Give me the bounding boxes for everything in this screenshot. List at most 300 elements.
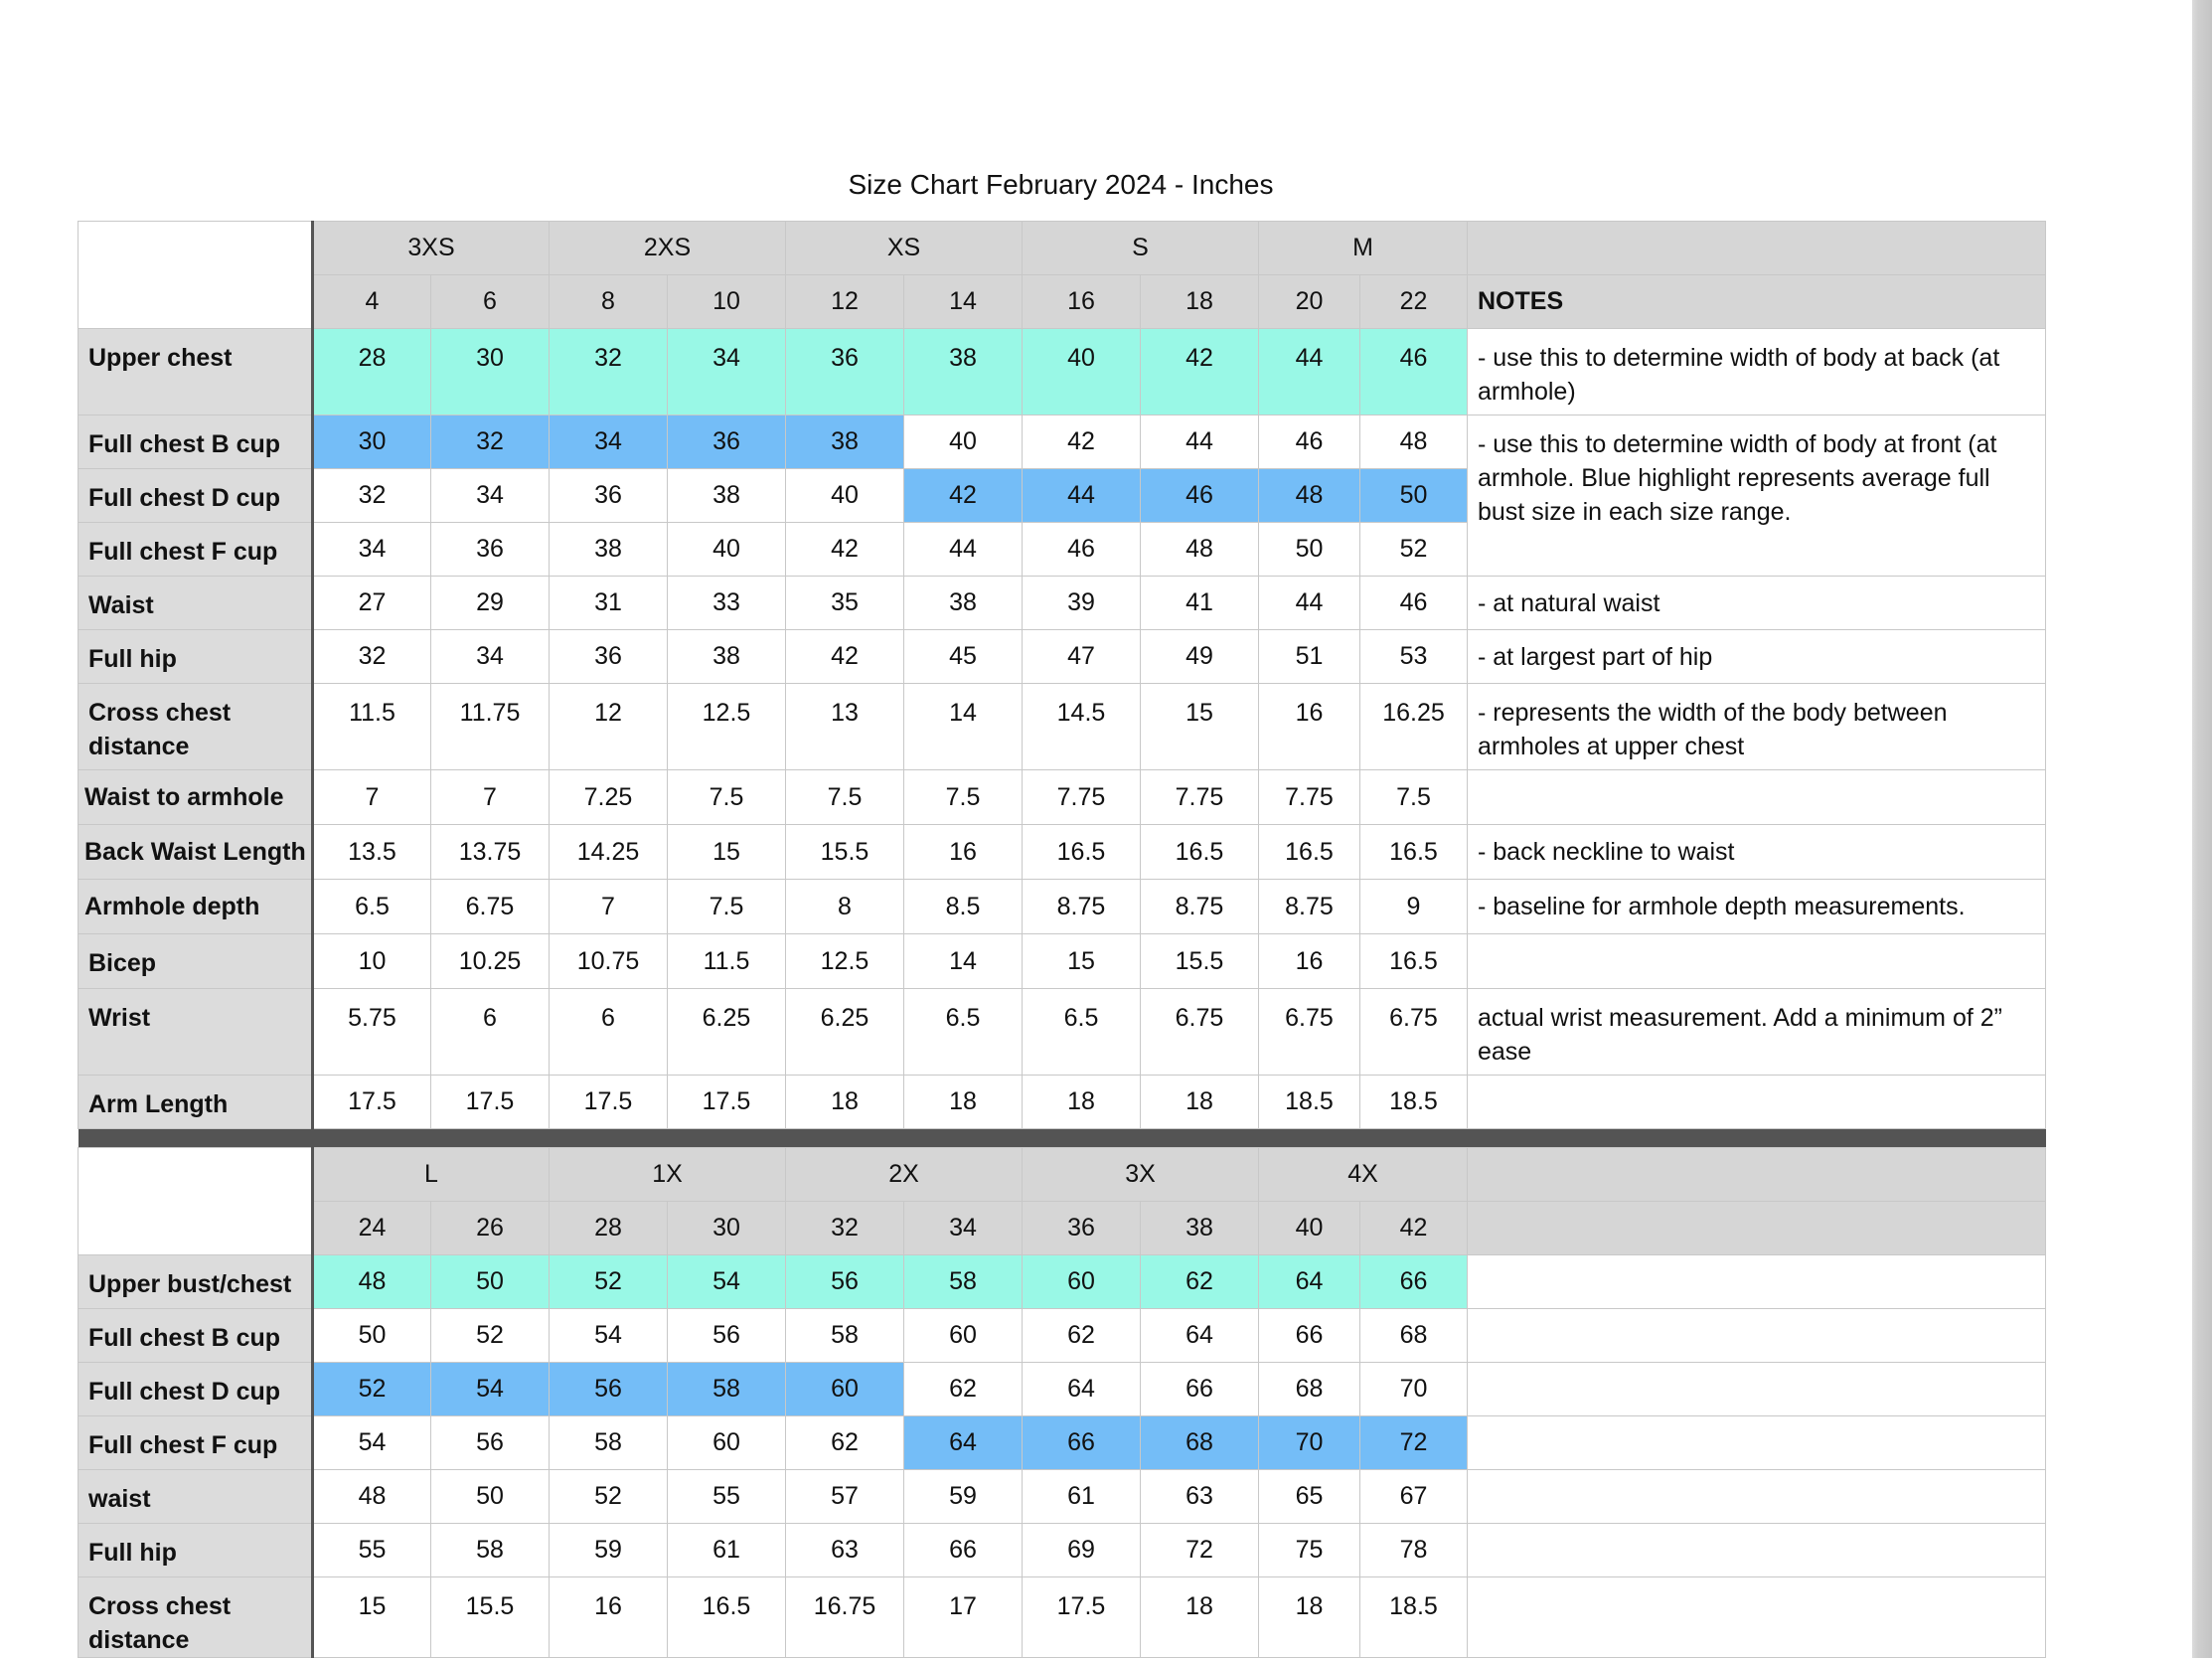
table-cell: 54	[431, 1362, 550, 1415]
table-cell: 7	[313, 770, 431, 825]
size-6: 6	[431, 275, 550, 329]
note-empty	[1468, 1362, 2046, 1415]
size-number-row	[79, 1201, 2046, 1254]
table-cell: 56	[431, 1415, 550, 1469]
table-cell: 48	[1141, 523, 1259, 577]
size-4: 4	[313, 275, 431, 329]
size-32: 32	[786, 1201, 904, 1254]
table-cell: 16	[550, 1576, 668, 1657]
table-cell: 10	[313, 934, 431, 989]
row-label-wrist: Wrist	[79, 989, 313, 1076]
size-group-s: S	[1023, 222, 1259, 275]
table-cell: 66	[1259, 1308, 1360, 1362]
table-row	[79, 770, 2046, 825]
table-cell: 58	[550, 1415, 668, 1469]
table-cell: 16.5	[1259, 825, 1360, 880]
size-28: 28	[550, 1201, 668, 1254]
table-cell: 46	[1023, 523, 1141, 577]
table-cell: 38	[786, 415, 904, 469]
table-cell: 55	[668, 1469, 786, 1523]
table-cell: 6.75	[1259, 989, 1360, 1076]
table-cell: 68	[1360, 1308, 1468, 1362]
table-cell: 16.5	[1141, 825, 1259, 880]
table-cell: 17.5	[1023, 1576, 1141, 1657]
row-label-back-waist-length: Back Waist Length	[79, 825, 313, 880]
table-row	[79, 577, 2046, 630]
table-cell: 70	[1259, 1415, 1360, 1469]
table-cell: 52	[1360, 523, 1468, 577]
note-full-hip: - at largest part of hip	[1468, 630, 2046, 684]
notes-header	[1468, 1201, 2046, 1254]
table-cell: 18.5	[1259, 1076, 1360, 1129]
table-cell: 48	[313, 1469, 431, 1523]
table-cell: 8.75	[1141, 880, 1259, 934]
table-cell: 40	[668, 523, 786, 577]
size-group-3xs: 3XS	[313, 222, 550, 275]
row-label-cross-chest-distance: Cross chest distance	[79, 684, 313, 770]
table-cell: 10.25	[431, 934, 550, 989]
size-chart-table-1	[78, 221, 2046, 1129]
table-cell: 13	[786, 684, 904, 770]
size-group-header-row	[79, 222, 2046, 275]
table-row	[79, 934, 2046, 989]
table-cell: 17.5	[431, 1076, 550, 1129]
table-cell: 60	[668, 1415, 786, 1469]
note-empty	[1468, 1523, 2046, 1576]
table-cell: 57	[786, 1469, 904, 1523]
table-cell: 50	[1259, 523, 1360, 577]
table-cell: 72	[1360, 1415, 1468, 1469]
table-cell: 68	[1259, 1362, 1360, 1415]
table-row	[79, 825, 2046, 880]
row-label-full-chest-b-cup: Full chest B cup	[79, 415, 313, 469]
table-cell: 15.5	[1141, 934, 1259, 989]
table-cell: 58	[904, 1254, 1023, 1308]
table-cell: 32	[313, 630, 431, 684]
table-cell: 53	[1360, 630, 1468, 684]
table-cell: 16.5	[1360, 934, 1468, 989]
table-cell: 45	[904, 630, 1023, 684]
size-chart-table-2	[78, 1129, 2046, 1658]
row-label-full-chest-f-cup: Full chest F cup	[79, 523, 313, 577]
table-cell: 50	[431, 1254, 550, 1308]
size-group-3x: 3X	[1023, 1147, 1259, 1201]
table-row	[79, 1469, 2046, 1523]
table-cell: 59	[550, 1523, 668, 1576]
table-cell: 7.75	[1141, 770, 1259, 825]
table-cell: 54	[550, 1308, 668, 1362]
table-row	[79, 329, 2046, 415]
table-cell: 64	[1141, 1308, 1259, 1362]
table-cell: 8	[786, 880, 904, 934]
row-label-waist: Waist	[79, 577, 313, 630]
table-cell: 38	[668, 630, 786, 684]
table-cell: 38	[904, 577, 1023, 630]
row-label-full-chest-f-cup: Full chest F cup	[79, 1415, 313, 1469]
table-cell: 51	[1259, 630, 1360, 684]
table-cell: 62	[786, 1415, 904, 1469]
table-cell: 15.5	[431, 1576, 550, 1657]
table-cell: 34	[313, 523, 431, 577]
table-cell: 56	[668, 1308, 786, 1362]
note-full-chest: - use this to determine width of body at front (at armhole. Blue highlight represents average full bust size in each size range.	[1468, 415, 2046, 577]
table-cell: 32	[550, 329, 668, 415]
note-empty	[1468, 1254, 2046, 1308]
table-cell: 15	[313, 1576, 431, 1657]
table-cell: 35	[786, 577, 904, 630]
table-cell: 64	[1259, 1254, 1360, 1308]
table-cell: 7.75	[1259, 770, 1360, 825]
table-cell: 15	[1023, 934, 1141, 989]
table-cell: 52	[313, 1362, 431, 1415]
table-cell: 55	[313, 1523, 431, 1576]
table-cell: 36	[786, 329, 904, 415]
table-cell: 36	[550, 630, 668, 684]
size-group-header-row	[79, 1147, 2046, 1201]
table-cell: 28	[313, 329, 431, 415]
row-label-waist: waist	[79, 1469, 313, 1523]
table-cell: 16.5	[668, 1576, 786, 1657]
table-row	[79, 1076, 2046, 1129]
table-cell: 60	[904, 1308, 1023, 1362]
row-label-full-chest-d-cup: Full chest D cup	[79, 1362, 313, 1415]
row-label-full-chest-b-cup: Full chest B cup	[79, 1308, 313, 1362]
size-24: 24	[313, 1201, 431, 1254]
table-cell: 18.5	[1360, 1576, 1468, 1657]
size-18: 18	[1141, 275, 1259, 329]
table-cell: 34	[431, 630, 550, 684]
table-cell: 50	[431, 1469, 550, 1523]
table-cell: 46	[1259, 415, 1360, 469]
table-cell: 52	[431, 1308, 550, 1362]
table-cell: 34	[550, 415, 668, 469]
table-cell: 44	[904, 523, 1023, 577]
table-cell: 68	[1141, 1415, 1259, 1469]
table-cell: 7.5	[668, 770, 786, 825]
table-cell: 6.75	[431, 880, 550, 934]
note-wrist: actual wrist measurement. Add a minimum of 2” ease	[1468, 989, 2046, 1076]
note-back-waist: - back neckline to waist	[1468, 825, 2046, 880]
note-empty	[1468, 1576, 2046, 1657]
table-cell: 44	[1023, 469, 1141, 523]
table-cell: 64	[1023, 1362, 1141, 1415]
table-cell: 16.75	[786, 1576, 904, 1657]
table-cell: 66	[1360, 1254, 1468, 1308]
table-cell: 69	[1023, 1523, 1141, 1576]
vertical-scrollbar[interactable]	[2192, 0, 2212, 1658]
table-cell: 50	[313, 1308, 431, 1362]
table-cell: 16.25	[1360, 684, 1468, 770]
table-cell: 63	[786, 1523, 904, 1576]
size-34: 34	[904, 1201, 1023, 1254]
row-label-full-hip: Full hip	[79, 630, 313, 684]
table-cell: 7	[550, 880, 668, 934]
size-38: 38	[1141, 1201, 1259, 1254]
size-30: 30	[668, 1201, 786, 1254]
table-cell: 49	[1141, 630, 1259, 684]
table-cell: 15	[1141, 684, 1259, 770]
table-divider-row	[79, 1129, 2046, 1147]
table-cell: 34	[431, 469, 550, 523]
table-cell: 48	[313, 1254, 431, 1308]
note-empty	[1468, 770, 2046, 825]
table-cell: 62	[1141, 1254, 1259, 1308]
table-cell: 46	[1141, 469, 1259, 523]
page-title: Size Chart February 2024 - Inches	[848, 169, 1274, 200]
table-cell: 42	[1023, 415, 1141, 469]
size-40: 40	[1259, 1201, 1360, 1254]
note-cross-chest: - represents the width of the body between armholes at upper chest	[1468, 684, 2046, 770]
table-cell: 27	[313, 577, 431, 630]
note-empty	[1468, 1415, 2046, 1469]
table-cell: 58	[431, 1523, 550, 1576]
table-cell: 36	[550, 469, 668, 523]
row-label-cross-chest-distance: Cross chest distance	[79, 1576, 313, 1657]
table-cell: 7.5	[786, 770, 904, 825]
table-cell: 18	[786, 1076, 904, 1129]
table-cell: 67	[1360, 1469, 1468, 1523]
table-cell: 6.25	[786, 989, 904, 1076]
table-cell: 18	[1141, 1076, 1259, 1129]
table-cell: 66	[904, 1523, 1023, 1576]
table-cell: 11.5	[668, 934, 786, 989]
notes-header-blank	[1468, 222, 2046, 275]
row-label-upper-bust-chest: Upper bust/chest	[79, 1254, 313, 1308]
note-upper-chest: - use this to determine width of body at back (at armhole)	[1468, 329, 2046, 415]
table-cell: 17.5	[313, 1076, 431, 1129]
table-cell: 32	[313, 469, 431, 523]
size-group-2x: 2X	[786, 1147, 1023, 1201]
size-14: 14	[904, 275, 1023, 329]
size-group-l: L	[313, 1147, 550, 1201]
table-cell: 40	[786, 469, 904, 523]
table-cell: 16.5	[1023, 825, 1141, 880]
table-cell: 11.5	[313, 684, 431, 770]
table-cell: 7	[431, 770, 550, 825]
table-cell: 44	[1141, 415, 1259, 469]
table-cell: 32	[431, 415, 550, 469]
table-cell: 15	[668, 825, 786, 880]
table-cell: 40	[1023, 329, 1141, 415]
table-cell: 7.5	[904, 770, 1023, 825]
table-cell: 48	[1360, 415, 1468, 469]
table-cell: 59	[904, 1469, 1023, 1523]
table-cell: 30	[313, 415, 431, 469]
table-row	[79, 630, 2046, 684]
table-cell: 54	[668, 1254, 786, 1308]
table-cell: 66	[1141, 1362, 1259, 1415]
size-10: 10	[668, 275, 786, 329]
table-cell: 50	[1360, 469, 1468, 523]
table-cell: 39	[1023, 577, 1141, 630]
table-cell: 15.5	[786, 825, 904, 880]
table-cell: 44	[1259, 329, 1360, 415]
table-cell: 36	[668, 415, 786, 469]
table-row	[79, 1523, 2046, 1576]
table-cell: 38	[550, 523, 668, 577]
table-cell: 42	[1141, 329, 1259, 415]
table-cell: 61	[1023, 1469, 1141, 1523]
table-cell: 6.5	[313, 880, 431, 934]
note-armhole-depth: - baseline for armhole depth measurements.	[1468, 880, 2046, 934]
notes-header: NOTES	[1468, 275, 2046, 329]
table-row	[79, 684, 2046, 770]
table-cell: 46	[1360, 577, 1468, 630]
size-group-1x: 1X	[550, 1147, 786, 1201]
section-divider	[79, 1129, 2046, 1147]
table-cell: 16.5	[1360, 825, 1468, 880]
table-cell: 40	[904, 415, 1023, 469]
table-cell: 6.25	[668, 989, 786, 1076]
table-cell: 11.75	[431, 684, 550, 770]
table-row	[79, 1576, 2046, 1657]
table-cell: 42	[904, 469, 1023, 523]
table-cell: 5.75	[313, 989, 431, 1076]
note-empty	[1468, 1076, 2046, 1129]
table-cell: 8.75	[1023, 880, 1141, 934]
note-empty	[1468, 934, 2046, 989]
row-label-full-hip: Full hip	[79, 1523, 313, 1576]
table-cell: 36	[431, 523, 550, 577]
note-empty	[1468, 1469, 2046, 1523]
table-cell: 58	[668, 1362, 786, 1415]
table-cell: 38	[668, 469, 786, 523]
table-cell: 12	[550, 684, 668, 770]
header-corner	[79, 1147, 313, 1254]
size-16: 16	[1023, 275, 1141, 329]
table-cell: 6.75	[1141, 989, 1259, 1076]
note-waist: - at natural waist	[1468, 577, 2046, 630]
note-empty	[1468, 1308, 2046, 1362]
table-cell: 70	[1360, 1362, 1468, 1415]
row-label-armhole-depth: Armhole depth	[79, 880, 313, 934]
table-row	[79, 415, 2046, 469]
table-cell: 18	[1023, 1076, 1141, 1129]
header-corner	[79, 222, 313, 329]
table-cell: 12.5	[668, 684, 786, 770]
table-cell: 64	[904, 1415, 1023, 1469]
table-cell: 7.5	[668, 880, 786, 934]
row-label-arm-length: Arm Length	[79, 1076, 313, 1129]
table-cell: 62	[1023, 1308, 1141, 1362]
table-row	[79, 880, 2046, 934]
size-8: 8	[550, 275, 668, 329]
table-cell: 38	[904, 329, 1023, 415]
table-row	[79, 1308, 2046, 1362]
table-cell: 18.5	[1360, 1076, 1468, 1129]
table-cell: 44	[1259, 577, 1360, 630]
table-cell: 18	[1141, 1576, 1259, 1657]
table-cell: 6	[431, 989, 550, 1076]
table-cell: 13.5	[313, 825, 431, 880]
table-cell: 54	[313, 1415, 431, 1469]
table-cell: 7.5	[1360, 770, 1468, 825]
table-row	[79, 989, 2046, 1076]
table-cell: 42	[786, 630, 904, 684]
table-cell: 6.5	[904, 989, 1023, 1076]
row-label-full-chest-d-cup: Full chest D cup	[79, 469, 313, 523]
table-row	[79, 1362, 2046, 1415]
table-cell: 52	[550, 1254, 668, 1308]
table-cell: 46	[1360, 329, 1468, 415]
table-cell: 34	[668, 329, 786, 415]
table-cell: 7.25	[550, 770, 668, 825]
table-cell: 16	[1259, 934, 1360, 989]
table-cell: 47	[1023, 630, 1141, 684]
table-cell: 42	[786, 523, 904, 577]
table-cell: 56	[550, 1362, 668, 1415]
table-cell: 52	[550, 1469, 668, 1523]
table-cell: 31	[550, 577, 668, 630]
table-cell: 9	[1360, 880, 1468, 934]
size-20: 20	[1259, 275, 1360, 329]
table-cell: 17.5	[550, 1076, 668, 1129]
table-cell: 12.5	[786, 934, 904, 989]
table-cell: 6.5	[1023, 989, 1141, 1076]
table-cell: 6.75	[1360, 989, 1468, 1076]
table-cell: 17.5	[668, 1076, 786, 1129]
table-cell: 14	[904, 934, 1023, 989]
size-group-m: M	[1259, 222, 1468, 275]
table-cell: 30	[431, 329, 550, 415]
table-cell: 7.75	[1023, 770, 1141, 825]
table-cell: 10.75	[550, 934, 668, 989]
size-36: 36	[1023, 1201, 1141, 1254]
table-cell: 8.5	[904, 880, 1023, 934]
table-row	[79, 1254, 2046, 1308]
size-22: 22	[1360, 275, 1468, 329]
table-row	[79, 1415, 2046, 1469]
table-cell: 61	[668, 1523, 786, 1576]
row-label-upper-chest: Upper chest	[79, 329, 313, 415]
table-cell: 29	[431, 577, 550, 630]
table-cell: 60	[786, 1362, 904, 1415]
size-26: 26	[431, 1201, 550, 1254]
table-cell: 66	[1023, 1415, 1141, 1469]
table-cell: 16	[1259, 684, 1360, 770]
table-cell: 41	[1141, 577, 1259, 630]
table-cell: 14.25	[550, 825, 668, 880]
table-cell: 63	[1141, 1469, 1259, 1523]
table-cell: 65	[1259, 1469, 1360, 1523]
size-42: 42	[1360, 1201, 1468, 1254]
table-cell: 14.5	[1023, 684, 1141, 770]
row-label-bicep: Bicep	[79, 934, 313, 989]
table-cell: 17	[904, 1576, 1023, 1657]
row-label-waist-to-armhole: Waist to armhole	[79, 770, 313, 825]
table-cell: 13.75	[431, 825, 550, 880]
table-cell: 56	[786, 1254, 904, 1308]
size-group-2xs: 2XS	[550, 222, 786, 275]
size-12: 12	[786, 275, 904, 329]
table-cell: 78	[1360, 1523, 1468, 1576]
table-cell: 8.75	[1259, 880, 1360, 934]
table-cell: 6	[550, 989, 668, 1076]
table-cell: 18	[904, 1076, 1023, 1129]
table-cell: 14	[904, 684, 1023, 770]
table-cell: 48	[1259, 469, 1360, 523]
table-cell: 72	[1141, 1523, 1259, 1576]
table-cell: 18	[1259, 1576, 1360, 1657]
table-cell: 58	[786, 1308, 904, 1362]
table-cell: 62	[904, 1362, 1023, 1415]
notes-header-blank	[1468, 1147, 2046, 1201]
table-cell: 33	[668, 577, 786, 630]
table-cell: 60	[1023, 1254, 1141, 1308]
size-number-row	[79, 275, 2046, 329]
size-group-4x: 4X	[1259, 1147, 1468, 1201]
table-cell: 16	[904, 825, 1023, 880]
